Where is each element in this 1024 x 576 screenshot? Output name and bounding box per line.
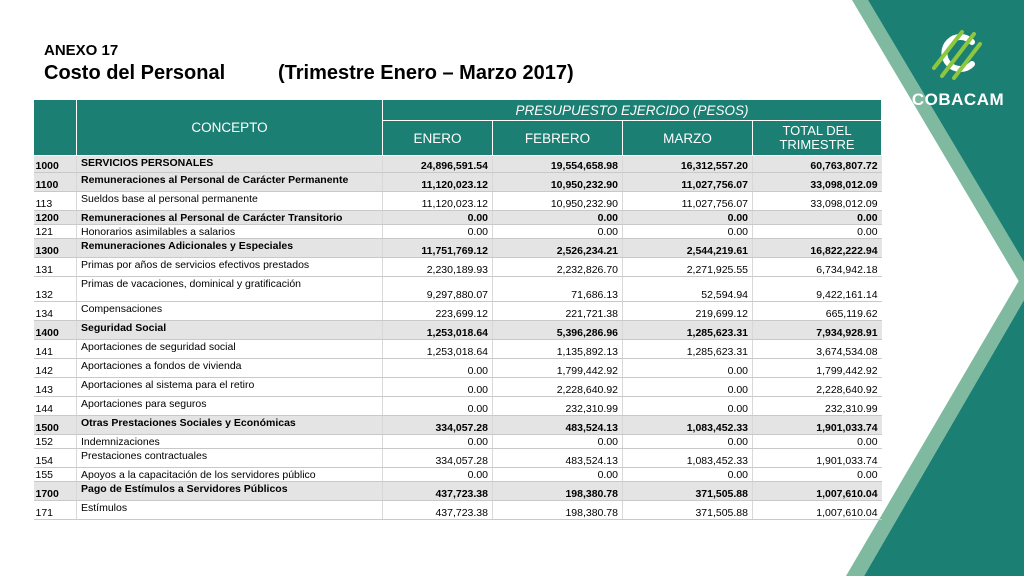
- row-concept: Prestaciones contractuales: [77, 449, 383, 468]
- row-concept: Sueldos base al personal permanente: [77, 192, 383, 211]
- table-row: [34, 321, 882, 340]
- cobacam-logo-icon: [928, 22, 988, 84]
- row-enero: 0.00: [383, 225, 493, 239]
- table-row: [34, 340, 882, 359]
- row-concept: Compensaciones: [77, 302, 383, 321]
- row-total: 1,901,033.74: [753, 416, 882, 435]
- row-enero: 11,120,023.12: [383, 192, 493, 211]
- row-total: 1,799,442.92: [753, 359, 882, 378]
- row-marzo: 219,699.12: [623, 302, 753, 321]
- row-enero: 0.00: [383, 468, 493, 482]
- row-total: 16,822,222.94: [753, 239, 882, 258]
- row-total: 1,007,610.04: [753, 482, 882, 501]
- row-total: 3,674,534.08: [753, 340, 882, 359]
- row-marzo: 52,594.94: [623, 277, 753, 302]
- row-enero: 0.00: [383, 359, 493, 378]
- row-marzo: 1,083,452.33: [623, 416, 753, 435]
- row-febrero: 483,524.13: [493, 449, 623, 468]
- table-row: [34, 501, 882, 520]
- row-febrero: 0.00: [493, 225, 623, 239]
- row-code: 1700: [34, 482, 77, 501]
- row-code: 1500: [34, 416, 77, 435]
- row-febrero: 71,686.13: [493, 277, 623, 302]
- row-total: 2,228,640.92: [753, 378, 882, 397]
- row-concept: Aportaciones a fondos de vivienda: [77, 359, 383, 378]
- row-enero: 0.00: [383, 435, 493, 449]
- row-marzo: 0.00: [623, 359, 753, 378]
- table-row: [34, 359, 882, 378]
- table-row: [34, 192, 882, 211]
- row-marzo: 371,505.88: [623, 482, 753, 501]
- row-code: 154: [34, 449, 77, 468]
- row-febrero: 10,950,232.90: [493, 192, 623, 211]
- row-total: 0.00: [753, 468, 882, 482]
- row-code: 132: [34, 277, 77, 302]
- row-febrero: 483,524.13: [493, 416, 623, 435]
- row-febrero: 0.00: [493, 211, 623, 225]
- row-total: 60,763,807.72: [753, 156, 882, 173]
- table-row: [34, 468, 882, 482]
- row-marzo: 11,027,756.07: [623, 192, 753, 211]
- table-row: [34, 173, 882, 192]
- row-enero: 0.00: [383, 378, 493, 397]
- table-row: [34, 258, 882, 277]
- row-enero: 0.00: [383, 211, 493, 225]
- row-total: 0.00: [753, 225, 882, 239]
- row-febrero: 19,554,658.98: [493, 156, 623, 173]
- row-enero: 437,723.38: [383, 501, 493, 520]
- table-row: [34, 225, 882, 239]
- row-concept: Seguridad Social: [77, 321, 383, 340]
- row-enero: 1,253,018.64: [383, 321, 493, 340]
- budget-group-header: PRESUPUESTO EJERCIDO (PESOS): [383, 100, 882, 121]
- row-total: 665,119.62: [753, 302, 882, 321]
- row-marzo: 0.00: [623, 397, 753, 416]
- row-enero: 0.00: [383, 397, 493, 416]
- table-row: [34, 416, 882, 435]
- row-code: 113: [34, 192, 77, 211]
- row-concept: Pago de Estímulos a Servidores Públicos: [77, 482, 383, 501]
- row-total: 7,934,928.91: [753, 321, 882, 340]
- row-marzo: 2,271,925.55: [623, 258, 753, 277]
- row-marzo: 1,285,623.31: [623, 340, 753, 359]
- row-marzo: 0.00: [623, 225, 753, 239]
- row-febrero: 0.00: [493, 468, 623, 482]
- row-febrero: 232,310.99: [493, 397, 623, 416]
- budget-table-body: [34, 156, 882, 520]
- row-marzo: 11,027,756.07: [623, 173, 753, 192]
- row-febrero: 1,799,442.92: [493, 359, 623, 378]
- row-code: 143: [34, 378, 77, 397]
- row-total: 0.00: [753, 435, 882, 449]
- brand-name: COBACAM: [911, 90, 1005, 109]
- row-total: 232,310.99: [753, 397, 882, 416]
- row-concept: Apoyos a la capacitación de los servidores público: [77, 468, 383, 482]
- month-header-febrero: FEBRERO: [493, 121, 623, 156]
- row-total: 6,734,942.18: [753, 258, 882, 277]
- row-febrero: 198,380.78: [493, 482, 623, 501]
- row-code: 121: [34, 225, 77, 239]
- row-marzo: 0.00: [623, 378, 753, 397]
- row-code: 1200: [34, 211, 77, 225]
- row-marzo: 0.00: [623, 211, 753, 225]
- table-row: [34, 277, 882, 302]
- table-row: [34, 449, 882, 468]
- row-enero: 334,057.28: [383, 449, 493, 468]
- table-row: [34, 378, 882, 397]
- row-marzo: 2,544,219.61: [623, 239, 753, 258]
- title-period: (Trimestre Enero – Marzo 2017): [278, 62, 574, 84]
- row-febrero: 2,228,640.92: [493, 378, 623, 397]
- page-title: [44, 62, 574, 85]
- brand: [904, 22, 1012, 110]
- row-febrero: 221,721.38: [493, 302, 623, 321]
- row-marzo: 0.00: [623, 468, 753, 482]
- table-row: [34, 435, 882, 449]
- code-header: [34, 100, 77, 156]
- title-text: Costo del Personal: [44, 62, 226, 84]
- total-header: TOTAL DEL TRIMESTRE: [753, 121, 882, 156]
- row-code: 152: [34, 435, 77, 449]
- table-row: [34, 156, 882, 173]
- row-enero: 11,120,023.12: [383, 173, 493, 192]
- row-febrero: 2,526,234.21: [493, 239, 623, 258]
- row-total: 33,098,012.09: [753, 173, 882, 192]
- row-total: 9,422,161.14: [753, 277, 882, 302]
- row-concept: Estímulos: [77, 501, 383, 520]
- row-marzo: 0.00: [623, 435, 753, 449]
- row-marzo: 16,312,557.20: [623, 156, 753, 173]
- row-concept: Aportaciones para seguros: [77, 397, 383, 416]
- row-febrero: 198,380.78: [493, 501, 623, 520]
- row-concept: Primas por años de servicios efectivos prestados: [77, 258, 383, 277]
- table-row: [34, 302, 882, 321]
- row-code: 1300: [34, 239, 77, 258]
- row-enero: 11,751,769.12: [383, 239, 493, 258]
- row-concept: Primas de vacaciones, dominical y gratificación: [77, 277, 383, 302]
- table-row: [34, 239, 882, 258]
- row-febrero: 10,950,232.90: [493, 173, 623, 192]
- row-febrero: 1,135,892.13: [493, 340, 623, 359]
- row-enero: 1,253,018.64: [383, 340, 493, 359]
- row-code: 144: [34, 397, 77, 416]
- row-total: 0.00: [753, 211, 882, 225]
- row-enero: 24,896,591.54: [383, 156, 493, 173]
- row-enero: 437,723.38: [383, 482, 493, 501]
- row-marzo: 1,285,623.31: [623, 321, 753, 340]
- row-code: 171: [34, 501, 77, 520]
- row-code: 131: [34, 258, 77, 277]
- row-enero: 9,297,880.07: [383, 277, 493, 302]
- row-febrero: 0.00: [493, 435, 623, 449]
- row-concept: SERVICIOS PERSONALES: [77, 156, 383, 173]
- row-concept: Indemnizaciones: [77, 435, 383, 449]
- row-enero: 334,057.28: [383, 416, 493, 435]
- row-code: 1100: [34, 173, 77, 192]
- row-concept: Remuneraciones al Personal de Carácter Permanente: [77, 173, 383, 192]
- row-concept: Remuneraciones Adicionales y Especiales: [77, 239, 383, 258]
- row-total: 1,901,033.74: [753, 449, 882, 468]
- row-enero: 223,699.12: [383, 302, 493, 321]
- table-row: [34, 482, 882, 501]
- row-total: 1,007,610.04: [753, 501, 882, 520]
- month-header-marzo: MARZO: [623, 121, 753, 156]
- table-row: [34, 397, 882, 416]
- row-concept: Honorarios asimilables a salarios: [77, 225, 383, 239]
- row-concept: Aportaciones de seguridad social: [77, 340, 383, 359]
- table-row: [34, 211, 882, 225]
- row-total: 33,098,012.09: [753, 192, 882, 211]
- row-concept: Aportaciones al sistema para el retiro: [77, 378, 383, 397]
- annex-label: ANEXO 17: [44, 42, 119, 59]
- row-concept: Otras Prestaciones Sociales y Económicas: [77, 416, 383, 435]
- row-enero: 2,230,189.93: [383, 258, 493, 277]
- budget-table: [33, 99, 882, 520]
- row-concept: Remuneraciones al Personal de Carácter Transitorio: [77, 211, 383, 225]
- row-code: 1400: [34, 321, 77, 340]
- row-febrero: 5,396,286.96: [493, 321, 623, 340]
- row-code: 142: [34, 359, 77, 378]
- month-header-enero: ENERO: [383, 121, 493, 156]
- row-febrero: 2,232,826.70: [493, 258, 623, 277]
- concept-header: CONCEPTO: [77, 100, 383, 156]
- row-marzo: 1,083,452.33: [623, 449, 753, 468]
- row-code: 155: [34, 468, 77, 482]
- row-code: 1000: [34, 156, 77, 173]
- row-code: 141: [34, 340, 77, 359]
- row-marzo: 371,505.88: [623, 501, 753, 520]
- row-code: 134: [34, 302, 77, 321]
